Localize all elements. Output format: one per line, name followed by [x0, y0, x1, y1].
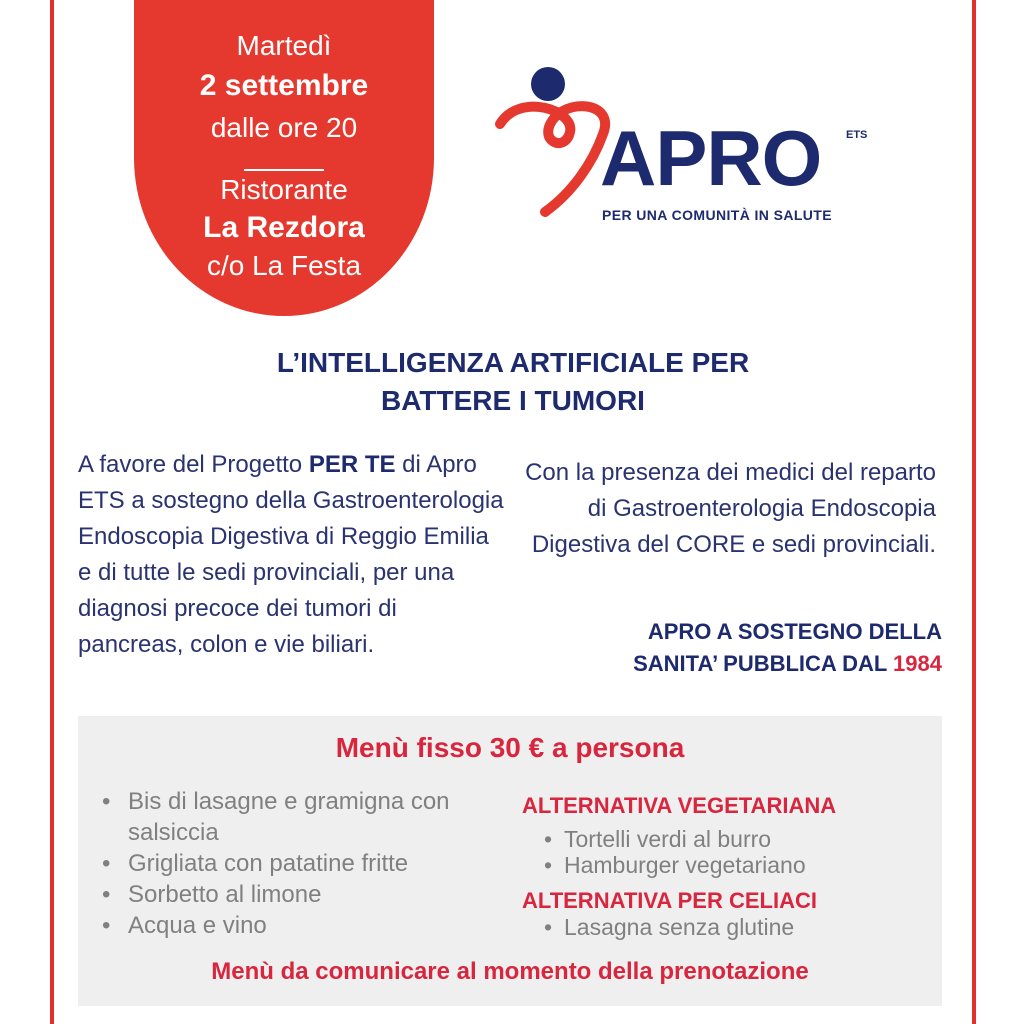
celiac-list	[540, 914, 794, 940]
support-statement	[508, 616, 942, 680]
support-line2-prefix: SANITA’ PUBBLICA DAL	[633, 651, 894, 676]
menu-item: • Grigliata con patatine fritte	[102, 848, 522, 879]
menu-item: • Acqua e vino	[102, 910, 522, 941]
description-prefix: A favore del Progetto	[78, 451, 309, 478]
logo-suffix: ETS	[846, 129, 868, 141]
celiac-title: ALTERNATIVA PER CELIACI	[522, 888, 817, 913]
venue-line1: Ristorante	[220, 174, 348, 205]
description-suffix: di Apro ETS a sostegno della Gastroenterologia Endoscopia Digestiva di Reggio Emilia e di tutte le sedi provinciali, per una diagnosi precoce dei tumori di pancreas, colon e vie biliari.	[78, 451, 504, 658]
doctors-presence-text: Con la presenza dei medici del reparto di Gastroenterologia Endoscopia Digestiva del CORE e sedi provinciali.	[525, 459, 936, 558]
menu-items-list	[102, 786, 522, 941]
menu-box	[78, 716, 942, 1006]
circle-divider	[244, 169, 324, 171]
support-line2	[508, 648, 942, 680]
event-time: dalle ore 20	[210, 112, 358, 143]
vegetarian-list	[540, 826, 806, 878]
menu-item: • Sorbetto al limone	[102, 879, 522, 910]
venue-line3: c/o La Festa	[206, 250, 362, 281]
event-info-circle	[134, 0, 434, 316]
support-year: 1984	[893, 651, 942, 676]
event-date: 2 settembre	[199, 69, 369, 102]
project-description	[78, 447, 508, 663]
event-day: Martedì	[236, 30, 332, 61]
vegetarian-item: • Tortelli verdi al burro	[540, 826, 806, 852]
frame-left-border	[50, 0, 54, 1024]
headline-line1: L’INTELLIGENZA ARTIFICIALE PER	[276, 347, 750, 378]
logo-name: APRO	[600, 114, 822, 202]
menu-footer-note: Menù da comunicare al momento della prenotazione	[211, 958, 809, 985]
headline-line2: BATTERE I TUMORI	[381, 385, 645, 416]
frame-right-border	[972, 0, 976, 1024]
vegetarian-item: • Hamburger vegetariano	[540, 852, 806, 878]
logo-tagline: PER UNA COMUNITÀ IN SALUTE	[602, 207, 832, 223]
venue-name: La Rezdora	[203, 211, 365, 244]
project-name: PER TE	[308, 451, 396, 478]
celiac-item: • Lasagna senza glutine	[540, 914, 794, 940]
headline	[100, 344, 926, 420]
menu-item: • Bis di lasagne e gramigna con salsiccia	[102, 786, 522, 848]
vegetarian-title: ALTERNATIVA VEGETARIANA	[522, 793, 837, 818]
support-line1: APRO A SOSTEGNO DELLA	[647, 619, 942, 644]
menu-title: Menù fisso 30 € a persona	[335, 732, 685, 763]
